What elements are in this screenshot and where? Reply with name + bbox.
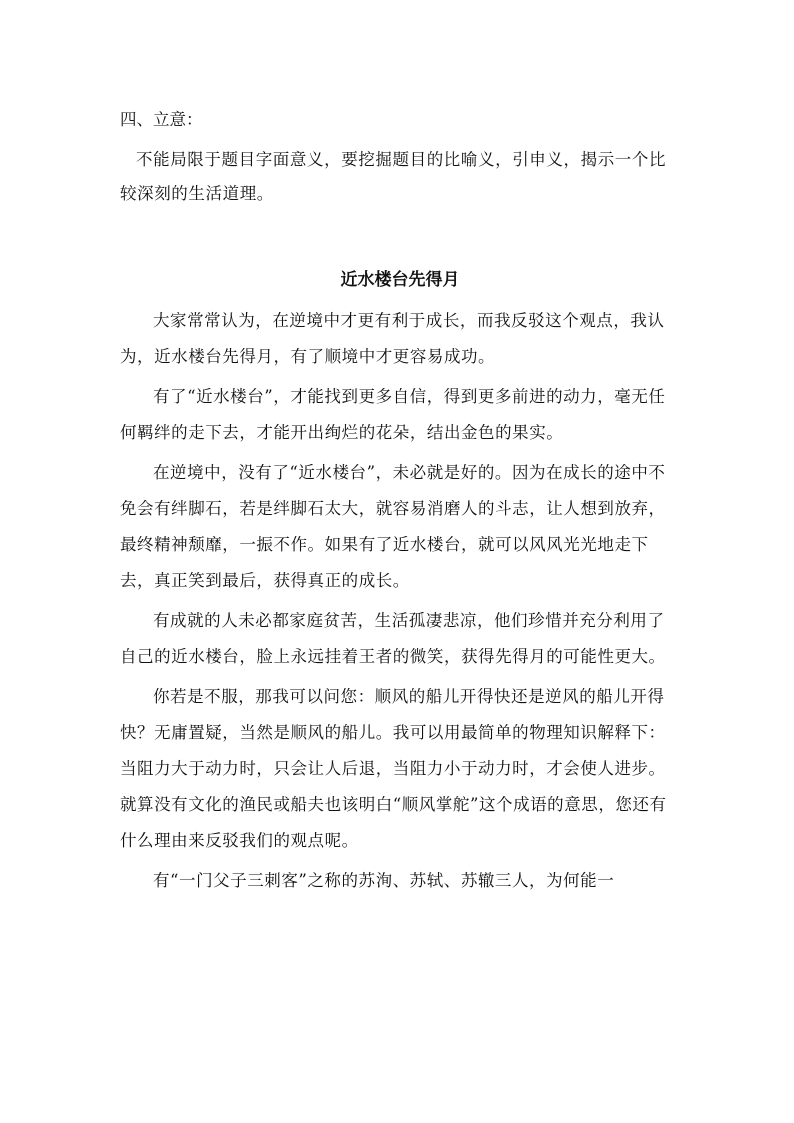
document-content (120, 103, 680, 903)
essay-paragraph: 有了“近水楼台”，才能找到更多自信，得到更多前进的动力，毫无任何羁绊的走下去，才能开出绚烂的花朵，结出金色的果实。 (120, 387, 666, 442)
section-paragraph: 不能局限于题目字面意义，要挖掘题目的比喻义，引申义，揭示一个比较深刻的生活道理。 (120, 150, 667, 203)
essay-paragraph: 你若是不服，那我可以问您：顺风的船儿开得快还是逆风的船儿开得快？无庸置疑，当然是顺风的船儿。我可以用最简单的物理知识解释下：当阻力大于动力时，只会让人后退，当阻力小于动力时，才会使人进步。就算没有文化的渔民或船夫也该明白“顺风掌舵”这个成语的意思，您还有什么理由来反驳我们的观点呢。 (120, 687, 667, 850)
essay-paragraph: 在逆境中，没有了“近水楼台”，未必就是好的。因为在成长的途中不免会有绊脚石，若是绊脚石太大，就容易消磨人的斗志，让人想到放弃，最终精神颓靡，一振不作。如果有了近水楼台，就可以风风光光地走下去，真正笑到最后，获得真正的成长。 (120, 463, 666, 590)
essay-paragraph: 有“一门父子三刺客”之称的苏洵、苏轼、苏辙三人，为何能一 (153, 871, 615, 890)
essay-paragraph: 有成就的人未必都家庭贫苦，生活孤凄悲凉，他们珍惜并充分利用了自己的近水楼台，脸上永远挂着王者的微笑，获得先得月的可能性更大。 (120, 611, 666, 666)
essay-title: 近水楼台先得月 (340, 270, 460, 290)
section-heading: 四、立意： (120, 110, 203, 129)
essay-paragraph: 大家常常认为，在逆境中才更有利于成长，而我反驳这个观点，我认为，近水楼台先得月，有了顺境中才更容易成功。 (120, 311, 665, 366)
